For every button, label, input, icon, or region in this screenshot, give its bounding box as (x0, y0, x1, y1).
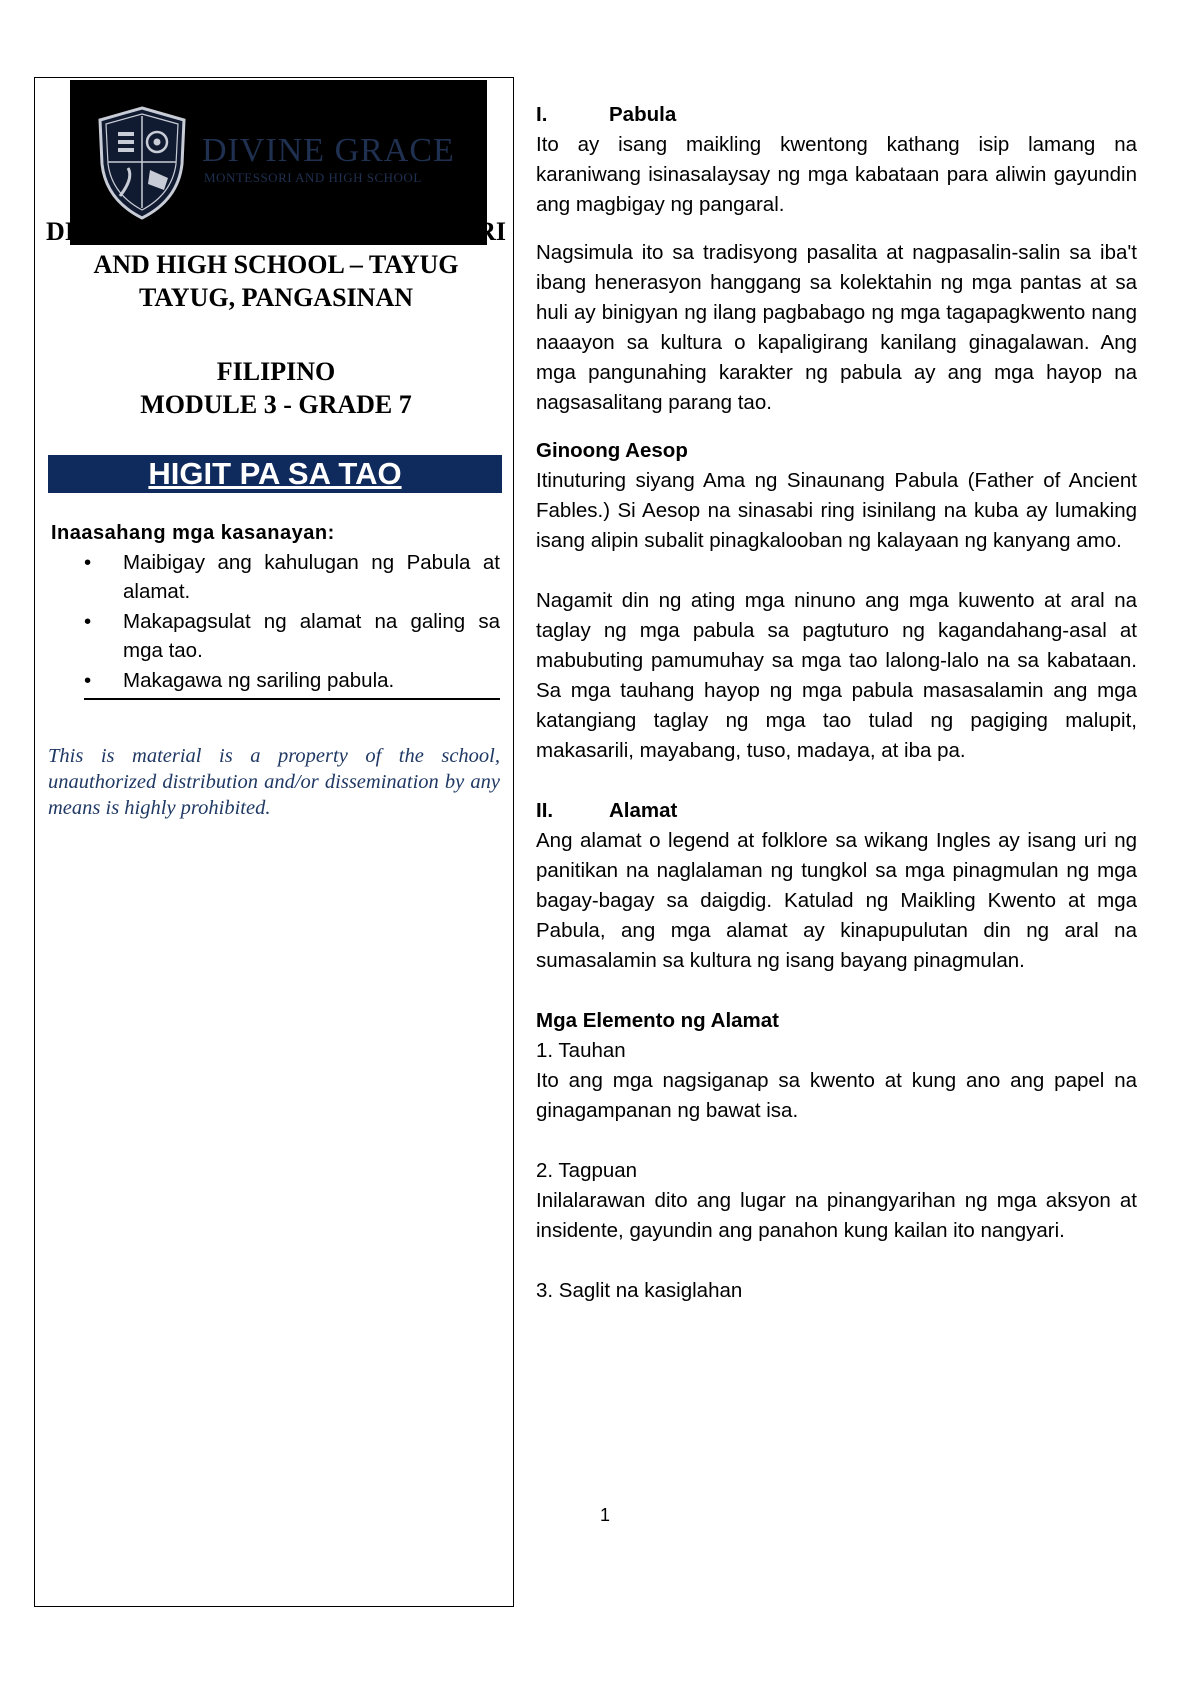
disclaimer-text: This is material is a property of the school, unauthorized distribution and/or dissemination by any means is highly prohibited. (48, 745, 500, 819)
subject-title: FILIPINO (216, 357, 336, 386)
section-number: II. (536, 799, 554, 822)
lesson-title: HIGIT PA SA TAO (48, 455, 502, 493)
section-title: Pabula (609, 103, 677, 126)
objectives-list (84, 548, 500, 700)
school-location: TAYUG, PANGASINAN (139, 283, 413, 312)
paragraph: Itinuturing siyang Ama ng Sinaunang Pabula (Father of Ancient Fables.) Si Aesop na sinasabi ring isinilang na kuba ay lumaking isang alipin subalit pinagkalooban ng kalayaan ng kanyang amo. (536, 469, 1137, 552)
main-content (536, 100, 1137, 1306)
paragraph: Ang alamat o legend at folklore sa wikang Ingles ay isang uri ng panitikan na naglalaman ng tungkol sa mga pinagmulan ng mga bagay-bagay sa daigdig. Katulad ng Maikling Kwento at mga Pabula, ang mga alamat ay kinapupulutan din ng aral na sumasalamin sa kultura ng isang bayang pinagmulan. (536, 829, 1137, 972)
element-title: 3. Saglit na kasiglahan (536, 1279, 743, 1302)
paragraph: Ito ay isang maikling kwentong kathang isip lamang na karaniwang isinasalaysay ng mga kabataan para aliwin gayundin ang magbigay ng pangaral. (536, 133, 1137, 216)
section-heading-alamat (536, 796, 1137, 826)
shield-crest-icon (94, 104, 190, 222)
school-name (46, 215, 506, 314)
element-title: 2. Tagpuan (536, 1159, 638, 1182)
subheading-elements: Mga Elemento ng Alamat (536, 1009, 779, 1032)
logo-subtitle: MONTESSORI AND HIGH SCHOOL (204, 170, 422, 185)
paragraph: Nagamit din ng ating mga ninuno ang mga kuwento at aral na taglay ng mga pabula sa pagtuturo ng kagandahang-asal at mabubuting pamumuhay sa mga tao lalong-lalo na sa kabataan. Sa mga tauhang hayop ng mga pabula masasalamin ang mga katangiang taglay ng mga tao tulad ng pagiging malupit, makasarili, mayabang, tuso, madaya, at iba pa. (536, 589, 1137, 762)
section-heading-pabula (536, 100, 1137, 130)
subject-block (46, 355, 506, 421)
element-title: 1. Tauhan (536, 1039, 626, 1062)
objective-item: • Makapagsulat ng alamat na galing sa mga tao. (84, 607, 500, 665)
paragraph: Ito ang mga nagsiganap sa kwento at kung ano ang papel na ginagampanan ng bawat isa. (536, 1069, 1137, 1122)
paragraph: Inilalarawan dito ang lugar na pinangyarihan ng mga aksyon at insidente, gayundin ang panahon kung kailan ito nangyari. (536, 1189, 1137, 1242)
logo-name: DIVINE GRACE (202, 132, 455, 169)
subheading-aesop: Ginoong Aesop (536, 439, 688, 462)
paragraph: Nagsimula ito sa tradisyong pasalita at nagpasalin-salin sa iba't ibang henerasyon hanggang sa kolektahin ng mga pantas at sa huli ay binigyan ng ilang pagbabago ng mga tagapagkwento nang naaayon sa kultura o kapaligirang kanilang ginagalawan. Ang mga pangunahing karakter ng pabula ay ang mga hayop na nagsasalitang parang tao. (536, 241, 1137, 414)
module-title: MODULE 3 - GRADE 7 (140, 390, 412, 419)
page-number: 1 (600, 1505, 611, 1525)
school-name-line-2: AND HIGH SCHOOL – TAYUG (93, 250, 459, 279)
section-number: I. (536, 103, 548, 126)
objectives-heading: Inaasahang mga kasanayan: (51, 522, 335, 544)
section-title: Alamat (609, 799, 678, 822)
school-name-line-1: DIVINE GRACE MONTESSORI (46, 217, 506, 246)
objective-item: • Makagawa ng sariling pabula. (84, 666, 500, 695)
objective-item: • Maibigay ang kahulugan ng Pabula at alamat. (84, 548, 500, 606)
